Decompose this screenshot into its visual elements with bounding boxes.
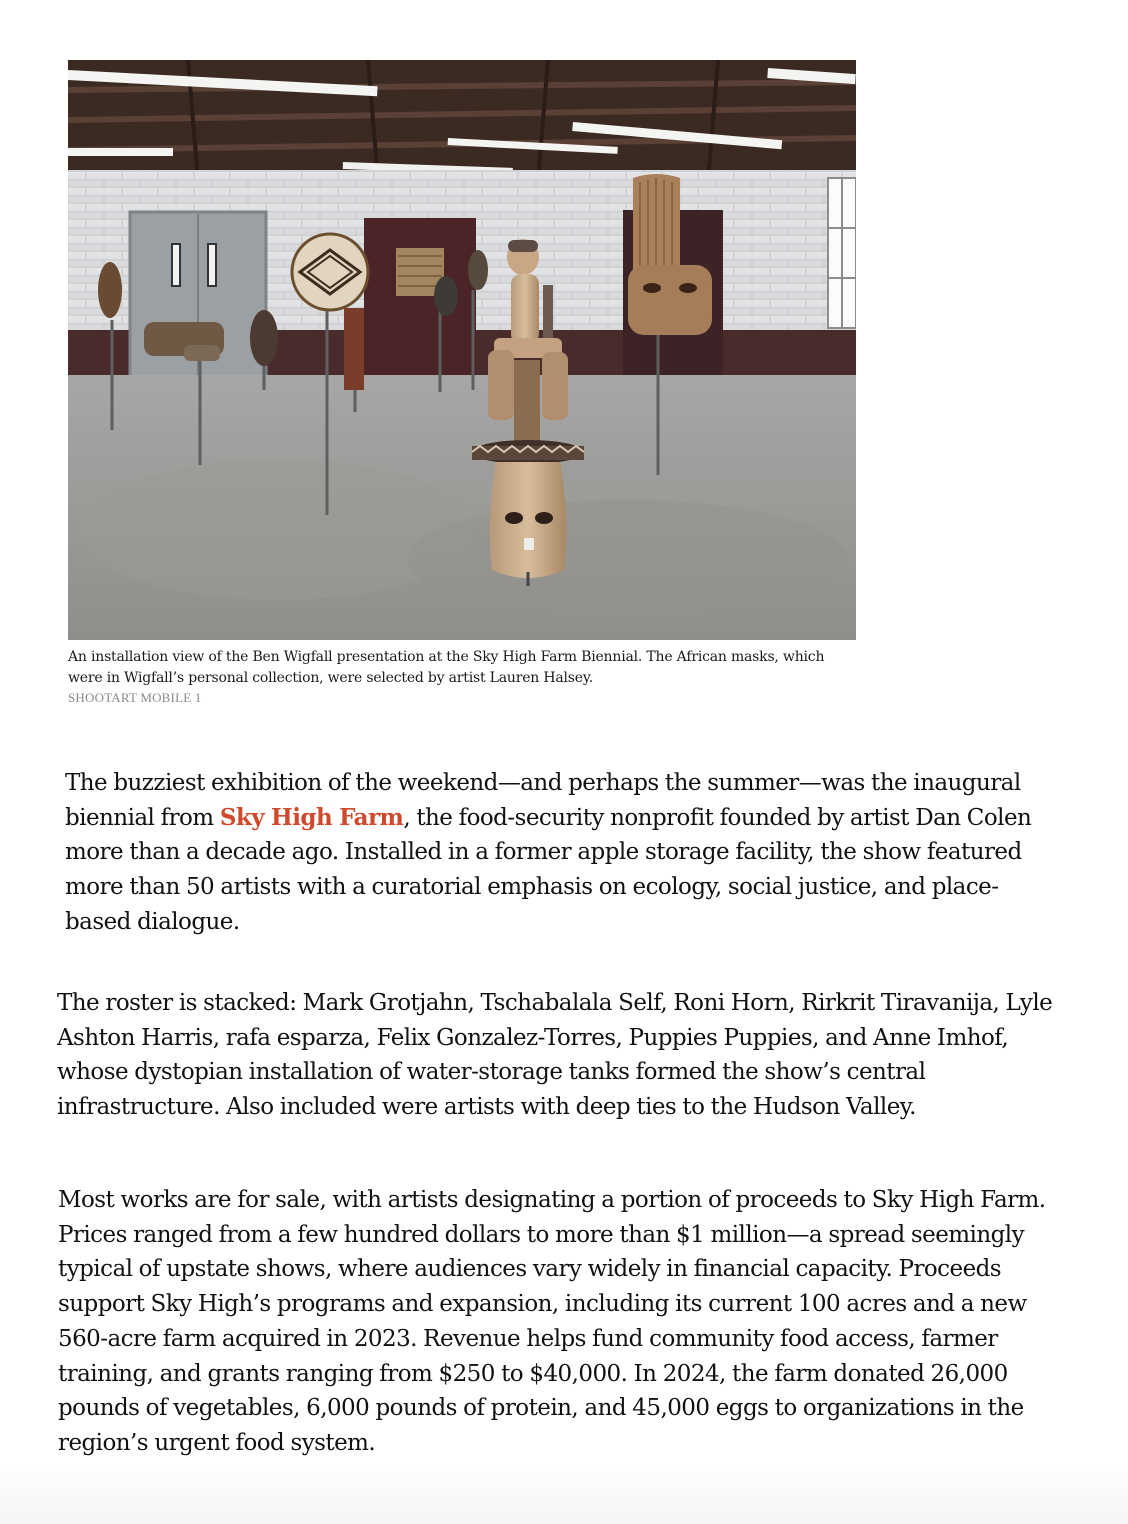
article-paragraph-3: Most works are for sale, with artists designating a portion of proceeds to Sky High Farm. Prices ranged from a few hundred dollars to more than $1 million—a spread seemingly typical of upstate shows, where audiences vary widely in financial capacity. Proceeds support Sky High’s programs and expansion, including its current 100 acres and a new 560-acre farm acquired in 2023. Revenue helps fund community food access, farmer training, and grants ranging from $250 to $40,000. In 2024, the farm donated 26,000 pounds of vegetables, 6,000 pounds of protein, and 45,000 eggs to organizations in the region’s urgent food system. [58,1187,1046,1456]
article-paragraph-2: The roster is stacked: Mark Grotjahn, Tschabalala Self, Roni Horn, Rirkrit Tiravanija, Lyle Ashton Harris, rafa esparza, Felix Gonzalez-Torres, Puppies Puppies, and Anne Imhof, whose dystopian installation of water-storage tanks formed the show’s central infrastructure. Also included were artists with deep ties to the Hudson Valley. [57,990,1053,1121]
installation-photo[interactable] [68,60,856,640]
article-figure [68,60,856,707]
sky-high-farm-link[interactable]: Sky High Farm [219,803,404,831]
paragraph-text: , the food-security nonprofit founded by artist Dan Colen more than a decade ago. Installed in a former apple storage facility, the show featured more than 50 artists with a curatorial emphasis on ecology, social justice, and place-based dialogue. [65,804,1032,935]
paragraph-text: The buzziest exhibition of the weekend—and perhaps the summer—was the inaugural biennial from [65,770,1021,831]
page-bottom-fade [0,1464,1128,1524]
figure-caption: An installation view of the Ben Wigfall presentation at the Sky High Farm Biennial. The African masks, which were in Wigfall’s personal collection, were selected by artist Lauren Halsey. [68,649,825,686]
article-paragraph-1 [65,766,1055,940]
photo-credit: SHOOTART MOBILE 1 [68,690,202,705]
